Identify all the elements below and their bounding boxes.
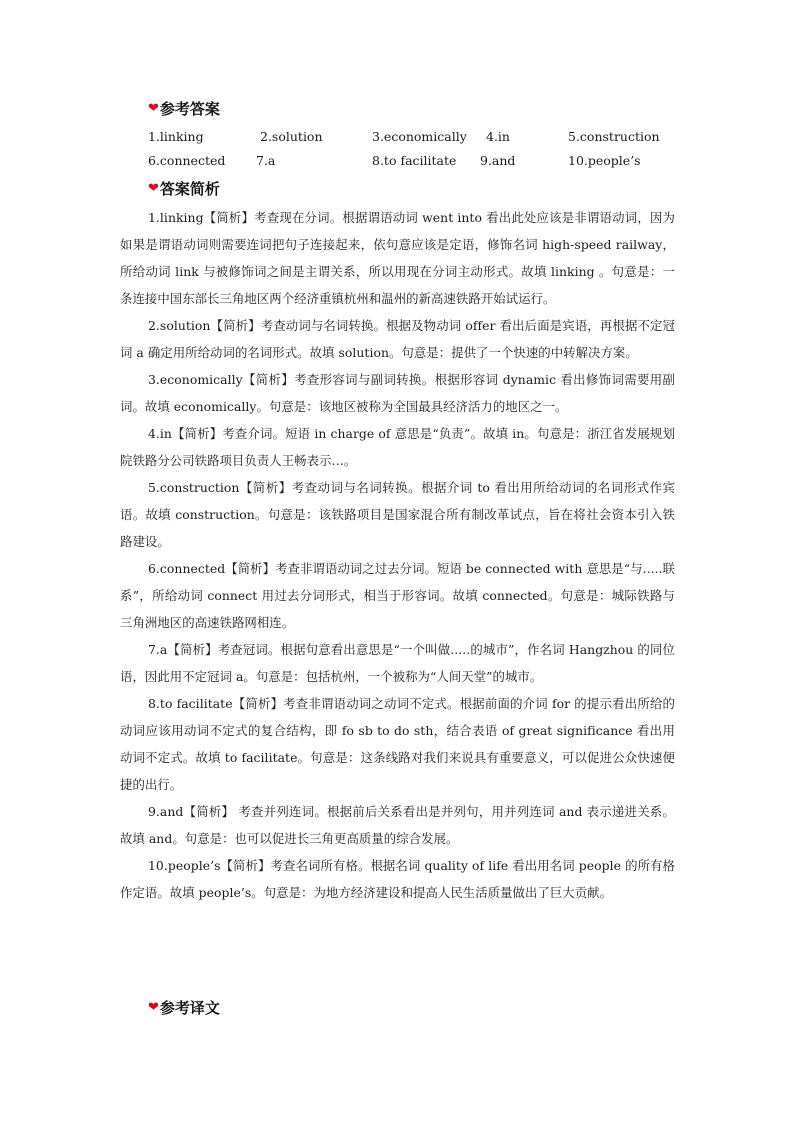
translation-heading bbox=[148, 997, 220, 1018]
answer-row-2 bbox=[148, 153, 708, 173]
answer-item: 5.construction bbox=[568, 129, 660, 144]
answer-item: 10.people’s bbox=[568, 153, 641, 168]
analysis-paragraph: 4.in【简析】考查介词。短语 in charge of 意思是“负责”。故填 in。句意是：浙江省发展规划院铁路分公司铁路项目负责人王畅表示…。 bbox=[120, 426, 675, 468]
analysis-paragraph: 8.to facilitate【简析】考查非谓语动词之动词不定式。根据前面的介词 for 的提示看出所给的动词应该用动词不定式的复合结构，即 fo sb to do sth，结合表语 of great significance 看出用动词不定式。故填 to facilitate。句意是：这条线路对我们来说具有重要意义，可以促进公众快速便捷的出行。 bbox=[120, 696, 675, 792]
heart-icon: ❤ bbox=[148, 1000, 159, 1015]
analysis-paragraph: 5.construction【简析】考查动词与名词转换。根据介词 to 看出用所给动词的名词形式作宾语。故填 construction。句意是：该铁路项目是国家混合所有制改革试点，旨在将社会资本引入铁路建设。 bbox=[120, 480, 675, 549]
answer-item: 6.connected bbox=[148, 153, 226, 168]
analysis-paragraph: 9.and【简析】 考查并列连词。根据前后关系看出是并列句，用并列连词 and 表示递进关系。故填 and。句意是：也可以促进长三角更高质量的综合发展。 bbox=[120, 804, 675, 846]
answers-heading bbox=[148, 98, 220, 119]
analysis-heading-text: 答案简析 bbox=[159, 180, 220, 198]
answer-item: 7.a bbox=[256, 153, 276, 168]
analysis-paragraph: 2.solution【简析】考查动词与名词转换。根据及物动词 offer 看出后面是宾语，再根据不定冠词 a 确定用所给动词的名词形式。故填 solution。句意是：提供了一个快速的中转解决方案。 bbox=[120, 318, 675, 360]
answer-item: 9.and bbox=[480, 153, 516, 168]
answer-item: 2.solution bbox=[260, 129, 323, 144]
analysis-body bbox=[120, 204, 675, 906]
analysis-paragraph: 6.connected【简析】考查非谓语动词之过去分词。短语 be connected with 意思是“与.....联系”，所给动词 connect 用过去分词形式，相当于形容词。故填 connected。句意是：城际铁路与三角洲地区的高速铁路网相连。 bbox=[120, 561, 675, 630]
answer-item: 1.linking bbox=[148, 129, 204, 144]
heart-icon: ❤ bbox=[148, 181, 159, 196]
answer-row-1 bbox=[148, 129, 708, 149]
analysis-paragraph: 3.economically【简析】考查形容词与副词转换。根据形容词 dynamic 看出修饰词需要用副词。故填 economically。句意是：该地区被称为全国最具经济活力的地区之一。 bbox=[120, 372, 675, 414]
analysis-paragraph: 1.linking【简析】考查现在分词。根据谓语动词 went into 看出此处应该是非谓语动词，因为如果是谓语动词则需要连词把句子连接起来，依句意应该是定语，修饰名词 high-speed railway，所给动词 link 与被修饰词之间是主谓关系，所以用现在分词主动形式。故填 linking 。句意是：一条连接中国东部长三角地区两个经济重镇杭州和温州的新高速铁路开始试运行。 bbox=[120, 210, 675, 306]
answer-item: 3.economically bbox=[372, 129, 467, 144]
analysis-paragraph: 7.a【简析】考查冠词。根据句意看出意思是“一个叫做.....的城市”，作名词 Hangzhou 的同位语，因此用不定冠词 a。句意是：包括杭州，一个被称为“人间天堂”的城市。 bbox=[120, 642, 675, 684]
analysis-paragraph: 10.people’s【简析】考查名词所有格。根据名词 quality of life 看出用名词 people 的所有格作定语。故填 people’s。句意是：为地方经济建设和提高人民生活质量做出了巨大贡献。 bbox=[120, 858, 675, 900]
answer-item: 8.to facilitate bbox=[372, 153, 457, 168]
translation-heading-text: 参考译文 bbox=[159, 999, 220, 1017]
analysis-heading bbox=[148, 178, 220, 199]
answers-heading-text: 参考答案 bbox=[159, 100, 220, 118]
answer-item: 4.in bbox=[486, 129, 510, 144]
heart-icon: ❤ bbox=[148, 101, 159, 116]
